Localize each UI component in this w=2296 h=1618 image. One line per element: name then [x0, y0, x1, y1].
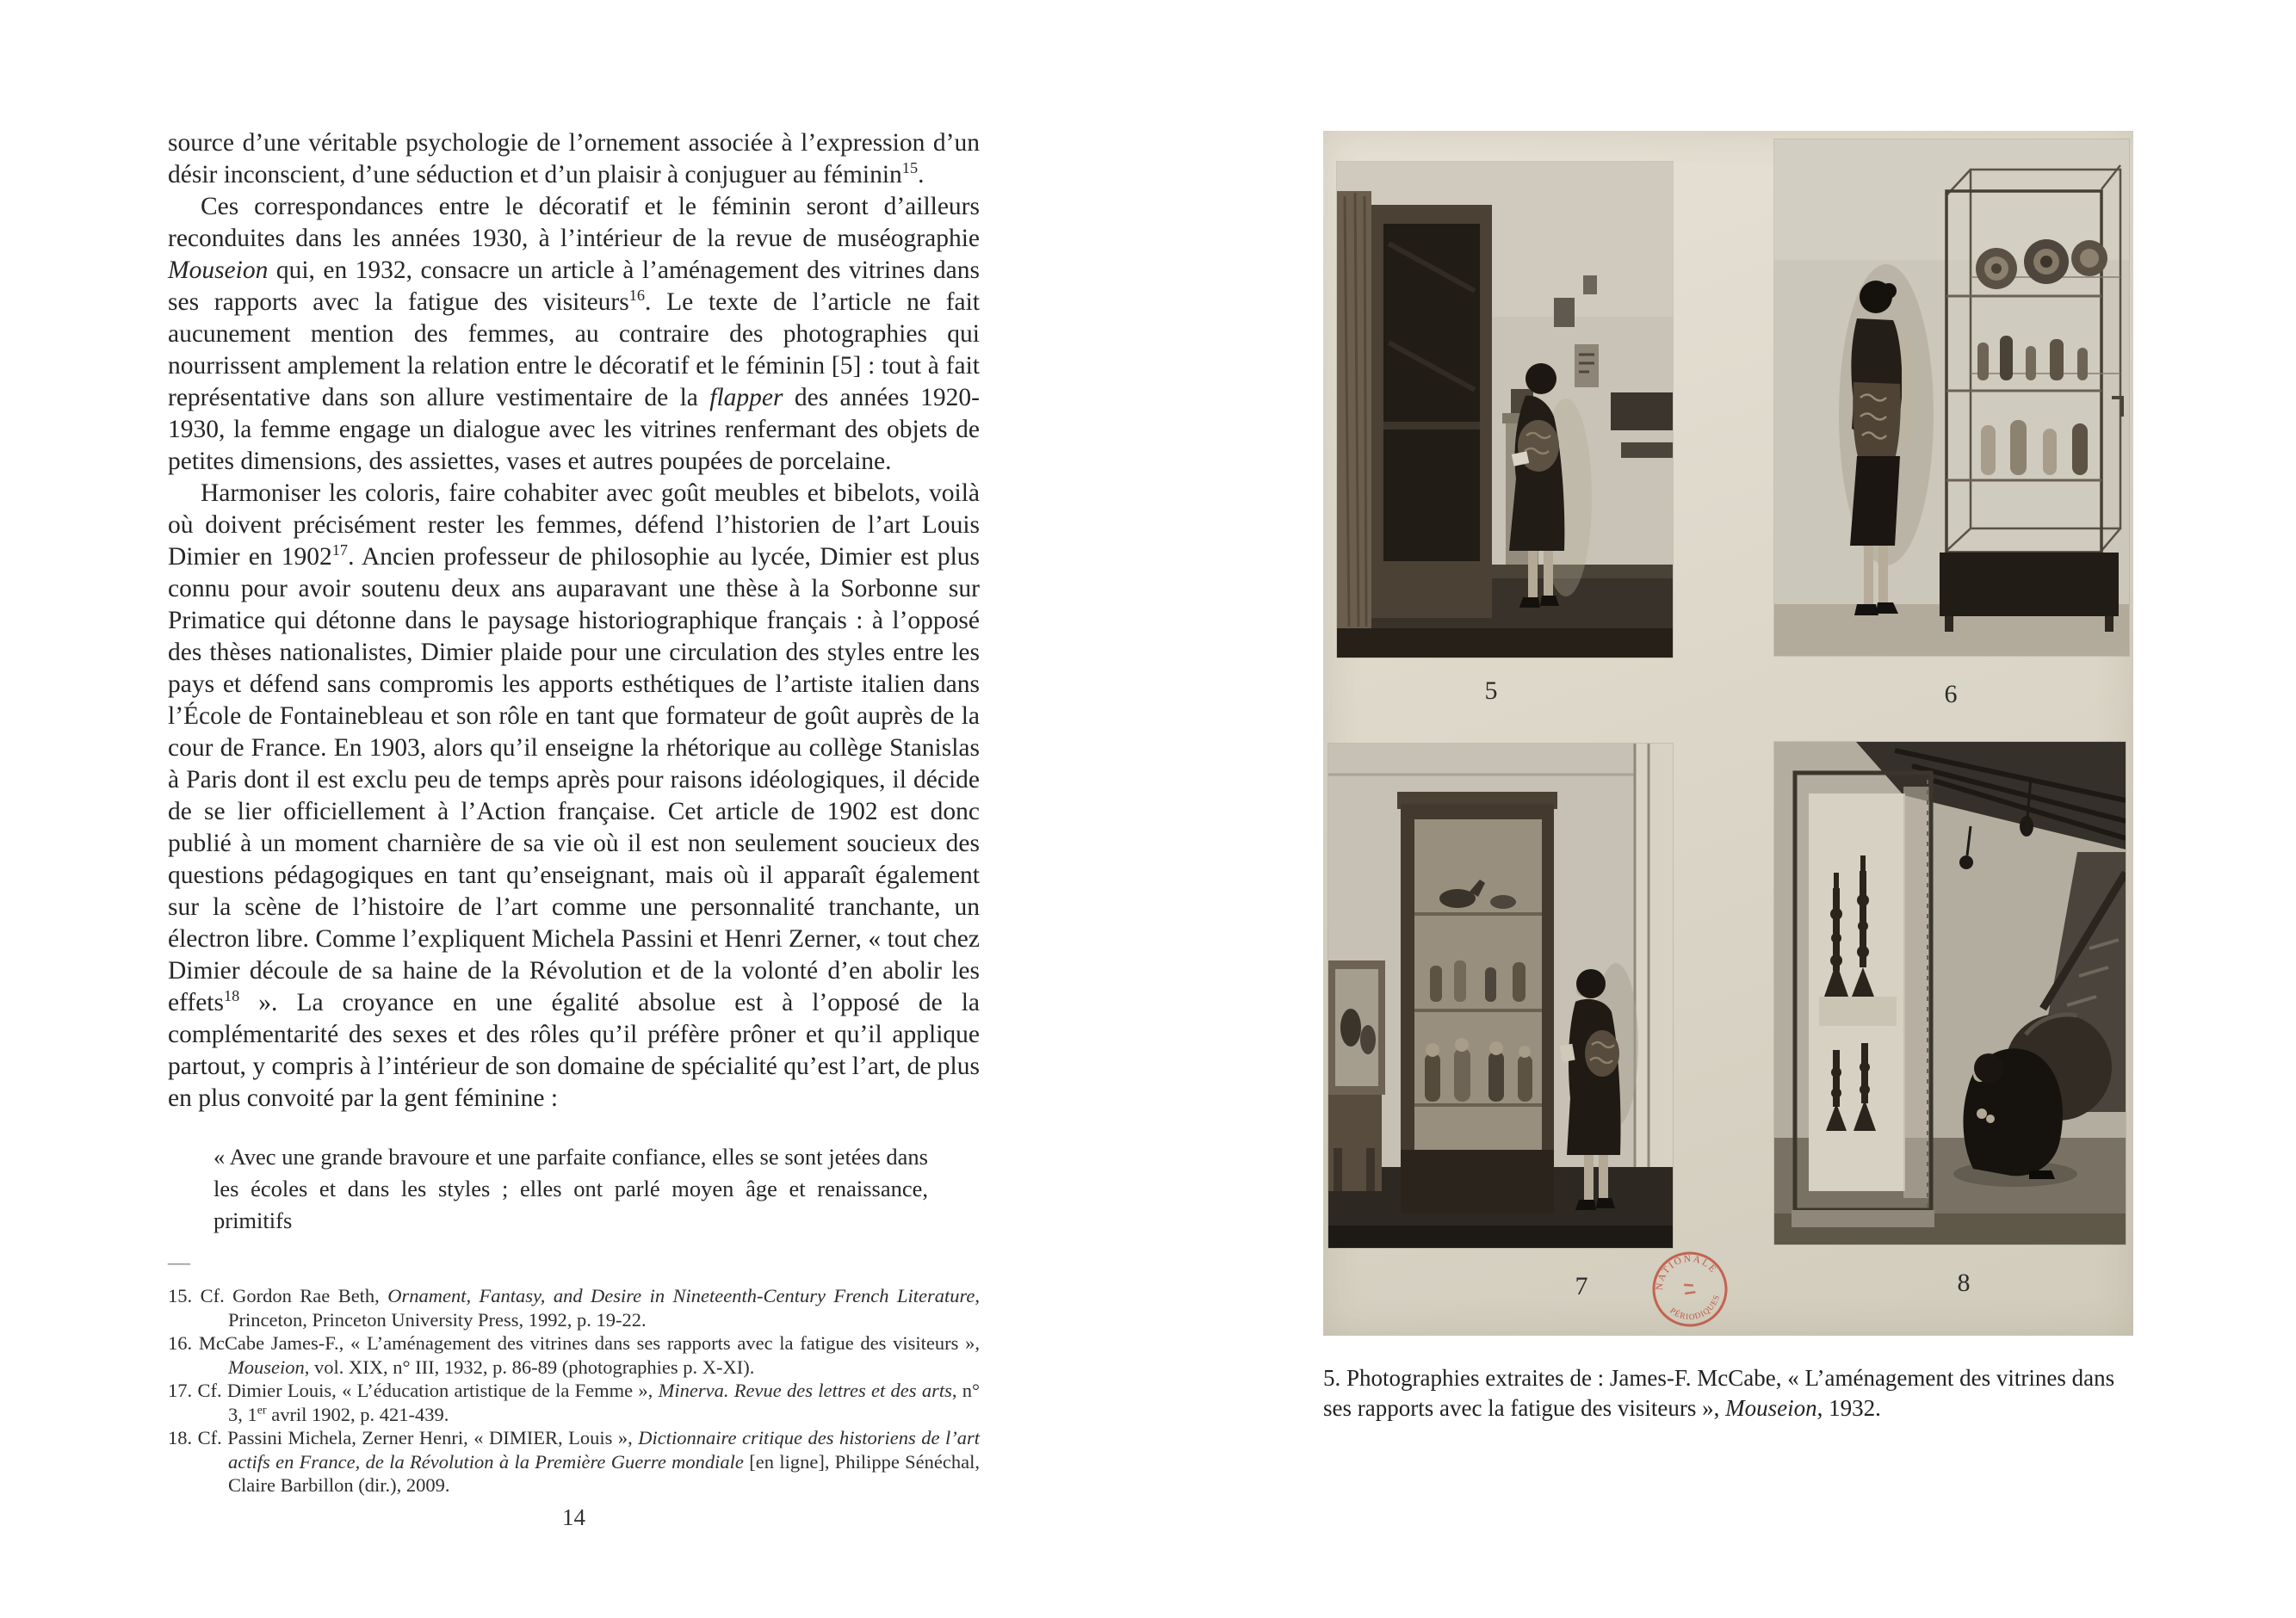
footnote-text: Cf. Dimier Louis, « L’éducation artistique de la Femme », Minerva. Revue des lettres et des arts, n° 3, 1er avril 1902, p. 421-439. — [197, 1380, 981, 1425]
page-number: 14 — [562, 1504, 585, 1530]
footnote — [168, 1331, 980, 1379]
block-quote: « Avec une grande bravoure et une parfaite confiance, elles se sont jetées dans les écoles et dans les styles ; elles ont parlé moyen âge et renaissance, primitifs — [214, 1144, 928, 1233]
figure-number: 5 — [1484, 676, 1498, 705]
figure-number: 7 — [1575, 1272, 1588, 1300]
footnote-text: Cf. Gordon Rae Beth, Ornament, Fantasy, and Desire in Nineteenth-Century French Literature, Princeton, Princeton University Press, 1992, p. 19-22. — [200, 1285, 981, 1331]
stamp-bottom-text: PÉRIODIQUES — [1668, 1294, 1723, 1323]
photo-5-illustration — [1337, 162, 1673, 658]
footnote-text: McCabe James-F., « L’aménagement des vitrines dans ses rapports avec la fatigue des visiteurs », Mouseion, vol. XIX, n° III, 1932, p. 86-89 (photographies p. X-XI). — [198, 1332, 980, 1378]
svg-text:NATIONALE — [1647, 1245, 1720, 1294]
photo-8-illustration — [1774, 742, 2126, 1244]
body-paragraph: Harmoniser les coloris, faire cohabiter avec goût meubles et bibelots, voilà où doivent précisément rester les femmes, défend l’historien de l’art Louis Dimier en 1902$^{17}$. Ancien professeur de philosophie au lycée, Dimier est plus connu pour avoir soutenu deux ans auparavant une thèse à la Sorbonne sur Primatice qui détonne dans le paysage historiographique français : à l’opposé des thèses nationalistes, Dimier plaide pour une circulation des styles entre les pays et défend sans compromis les apports esthétiques de l’artiste italien dans l’École de Fontainebleau et son rôle en tant que formateur de goût auprès de la cour de France. En 1903, alors qu’il enseigne la rhétorique au collège Stanislas à Paris dont il est exclu peu de temps après pour raisons idéologiques, il décide de se lier officiellement à l’Action française. Cet article de 1902 est donc publié à un moment charnière de sa vie où il est non seulement soucieux des questions pédagogiques en tant qu’enseignant, mais où il apparaît également sur la scène de l’histoire de l’art comme une personnalité tranchante, un électron libre. Comme l’expliquent Michela Passini et Henri Zerner, « tout chez Dimier découle de sa haine de la Révolution et de la volonté d’en abolir les effets$^{18}$ ». La croyance en une égalité absolue est à l’opposé de la complémentarité des sexes et des rôles qu’il préfère prôner et qu’il applique partout, y compris à l’intérieur de son domaine de spécialité qu’est l’art, de plus en plus convoité par la gent féminine : — [168, 479, 980, 1112]
plate-photo-5 — [1337, 162, 1673, 658]
plate-photo-7 — [1328, 744, 1673, 1248]
footnote-number: 17. — [168, 1380, 193, 1401]
footnote-number: 18. — [168, 1427, 193, 1448]
figure-number: 6 — [1944, 680, 1958, 708]
footnotes — [168, 1284, 980, 1498]
body-paragraph: source d’une véritable psychologie de l’ornement associée à l’expression d’un désir inconscient, d’une séduction et d’un plaisir à conjuguer au féminin$^{15}$. — [168, 129, 980, 188]
footnote-rule: — — [168, 1250, 189, 1275]
footnote-text: Cf. Passini Michela, Zerner Henri, « DIMIER, Louis », Dictionnaire critique des historiens de l’art actifs en France, de la Révolution à la Première Guerre mondiale [en ligne], Philippe Sénéchal, Claire Barbillon (dir.), 2009. — [197, 1427, 980, 1496]
footnote-number: 16. — [168, 1332, 193, 1354]
footnote — [168, 1379, 980, 1426]
figure-number: 8 — [1957, 1269, 1971, 1297]
footnote-number: 15. — [168, 1285, 193, 1306]
photo-7-illustration — [1328, 744, 1673, 1248]
photo-6-illustration — [1774, 139, 2129, 656]
plate-photo-6 — [1774, 139, 2129, 656]
plate-caption: 5. Photographies extraites de : James-F. McCabe, « L’aménagement des vitrines dans ses rapports avec la fatigue des visiteurs », Mouseion, 1932. — [1323, 1365, 2115, 1421]
photo-plate — [1323, 131, 2133, 1336]
body-paragraph: Ces correspondances entre le décoratif et le féminin seront d’ailleurs reconduites dans les années 1930, à l’intérieur de la revue de muséographie Mouseion qui, en 1932, consacre un article à l’aménagement des vitrines dans ses rapports avec la fatigue des visiteurs$^{16}$. Le texte de l’article ne fait aucunement mention des femmes, au contraire des photographies qui nourrissent amplement la relation entre le décoratif et le féminin [5] : tout à fait représentative dans son allure vestimentaire de la flapper des années 1920-1930, la femme engage un dialogue avec les vitrines renfermant des objets de petites dimensions, des assiettes, vases et autres poupées de porcelaine. — [168, 193, 981, 475]
stamp-top-text: NATIONALE — [1654, 1253, 1719, 1291]
body-text — [168, 127, 980, 1115]
plate-photo-8 — [1774, 742, 2126, 1244]
footnote — [168, 1284, 980, 1331]
footnote — [168, 1426, 980, 1498]
